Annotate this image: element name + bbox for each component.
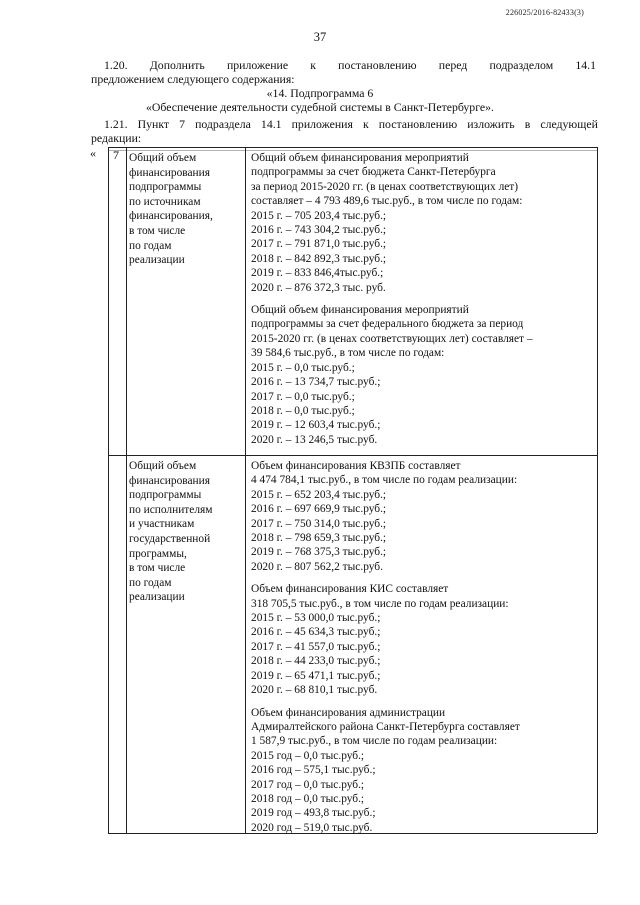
- text-line: Объем финансирования администрации: [251, 706, 446, 719]
- open-quote: «: [90, 146, 96, 160]
- text-line: 2017 г. – 791 871,0 тыс.руб.;: [251, 238, 387, 251]
- text-line: 2018 г. – 44 233,0 тыс.руб.;: [251, 655, 381, 668]
- text-line: государственной: [129, 532, 211, 545]
- table-left-border: [108, 147, 109, 833]
- row1-right-cell: [251, 151, 595, 447]
- text-line: 2018 г. – 842 892,3 тыс.руб.;: [251, 252, 387, 265]
- text-line: Общий объем: [129, 460, 197, 472]
- text-word: подраздела: [195, 117, 251, 131]
- text-line: 2020 год – 519,0 тыс.руб.: [251, 821, 373, 834]
- text-line: 2018 г. – 798 659,3 тыс.руб.;: [251, 532, 387, 545]
- text-line: по годам: [129, 576, 172, 589]
- text-word: следующей: [540, 117, 598, 131]
- row-number: 7: [113, 148, 119, 162]
- subprogram-title: «Обеспечение деятельности судебной системы в Санкт-Петербурге».: [146, 100, 494, 114]
- text-line: Общий объем финансирования мероприятий: [251, 304, 469, 317]
- text-line: 2017 г. – 41 557,0 тыс.руб.;: [251, 640, 381, 653]
- row1-right-block2: [251, 303, 595, 447]
- row2-right-cell: [251, 459, 595, 835]
- table-top-border: [108, 147, 597, 148]
- text-line: 1 587,9 тыс.руб., в том числе по годам реализации:: [251, 735, 498, 748]
- text-word: приложения: [291, 117, 353, 131]
- text-word: 1.21.: [104, 117, 128, 131]
- text-line: подпрограммы: [129, 181, 202, 194]
- text-line: 318 705,5 тыс.руб., в том числе по годам реализации:: [251, 597, 509, 610]
- text-line: 2020 г. – 13 246,5 тыс.руб.: [251, 433, 378, 446]
- subprogram-heading: «14. Подпрограмма 6: [266, 86, 374, 100]
- text-line: 2020 г. – 68 810,1 тыс.руб.: [251, 684, 378, 697]
- text-line: Объем финансирования КВЗПБ составляет: [251, 460, 461, 472]
- text-word: 1.20.: [104, 58, 128, 72]
- text-word: изложить: [467, 117, 515, 131]
- row1-left-cell: [129, 151, 241, 268]
- item-1-21-line2: редакции:: [91, 131, 142, 145]
- table-number-column-border: [126, 147, 127, 833]
- text-line: 2015 г. – 53 000,0 тыс.руб.;: [251, 612, 381, 625]
- text-line: 2019 год – 493,8 тыс.руб.;: [251, 807, 376, 820]
- text-line: и участникам: [129, 518, 195, 531]
- text-line: 2018 год – 0,0 тыс.руб.;: [251, 792, 365, 805]
- text-line: 2020 г. – 807 562,2 тыс.руб.: [251, 560, 383, 573]
- text-line: в том числе: [129, 224, 186, 237]
- text-line: 2017 г. – 0,0 тыс.руб.;: [251, 390, 355, 403]
- text-word: постановлению: [378, 117, 458, 131]
- text-line: финансирования: [129, 474, 210, 487]
- table-middle-border: [245, 147, 246, 833]
- text-word: в: [524, 117, 531, 131]
- text-line: 2019 г. – 833 846,4тыс.руб.;: [251, 267, 384, 280]
- text-line: по источникам: [129, 195, 201, 208]
- text-line: по исполнителям: [129, 503, 213, 516]
- text-line: 2019 г. – 12 603,4 тыс.руб.;: [251, 419, 381, 432]
- text-line: 2018 г. – 0,0 тыс.руб.;: [251, 404, 355, 417]
- text-line: 39 584,6 тыс.руб., в том числе по годам:: [251, 347, 445, 360]
- text-line: финансирования: [129, 166, 210, 179]
- text-line: 2015 г. – 705 203,4 тыс.руб.;: [251, 209, 387, 222]
- document-number: 226025/2016-82433(3): [505, 8, 584, 17]
- row1-right-block1: [251, 151, 595, 295]
- row2-left-cell: [129, 459, 241, 605]
- text-line: 2015 г. – 652 203,4 тыс.руб.;: [251, 488, 387, 501]
- text-word: подразделом: [489, 58, 554, 72]
- text-line: финансирования,: [129, 210, 213, 223]
- text-line: 2015 год – 0,0 тыс.руб.;: [251, 749, 365, 762]
- text-line: 2016 г. – 45 634,3 тыс.руб.;: [251, 626, 381, 639]
- text-word: приложение: [226, 58, 289, 72]
- row2-right-block2: [251, 582, 595, 697]
- text-word: постановлению: [338, 58, 417, 72]
- text-line: 2020 г. – 876 372,3 тыс. руб.: [251, 281, 386, 294]
- text-line: 2019 г. – 768 375,3 тыс.руб.;: [251, 546, 387, 559]
- text-line: 4 474 784,1 тыс.руб., в том числе по годам реализации:: [251, 474, 518, 487]
- text-line: Общий объем финансирования мероприятий: [251, 152, 469, 164]
- text-word: 14.1: [575, 58, 596, 72]
- page-number: 37: [313, 30, 327, 44]
- text-line: реализации: [129, 591, 185, 604]
- text-word: Дополнить: [149, 58, 205, 72]
- text-line: 2017 г. – 750 314,0 тыс.руб.;: [251, 517, 387, 530]
- text-word: перед: [438, 58, 468, 72]
- text-line: 2016 г. – 743 304,2 тыс.руб.;: [251, 224, 387, 237]
- item-1-20-line2: предложением следующего содержания:: [91, 72, 295, 86]
- row2-right-block3: [251, 706, 595, 836]
- text-line: реализации: [129, 254, 185, 267]
- text-word: к: [310, 58, 316, 72]
- text-line: в том числе: [129, 562, 186, 575]
- row2-right-block1: [251, 459, 595, 574]
- table-right-border: [597, 147, 598, 833]
- text-line: 2015 г. – 0,0 тыс.руб.;: [251, 361, 355, 374]
- text-line: составляет – 4 793 489,6 тыс.руб., в том числе по годам:: [251, 195, 523, 208]
- item-1-20-line1: [104, 58, 596, 72]
- item-1-21-line1: [104, 117, 598, 131]
- text-line: 2016 год – 575,1 тыс.руб.;: [251, 764, 376, 777]
- text-word: 7: [179, 117, 186, 131]
- text-line: Адмиралтейского района Санкт-Петербурга составляет: [251, 720, 520, 733]
- text-line: 2019 г. – 65 471,1 тыс.руб.;: [251, 669, 381, 682]
- text-line: программы,: [129, 547, 187, 560]
- text-line: 2016 г. – 697 669,9 тыс.руб.;: [251, 503, 387, 516]
- text-line: 2017 год – 0,0 тыс.руб.;: [251, 778, 365, 791]
- text-word: к: [362, 117, 369, 131]
- text-line: по годам: [129, 239, 172, 252]
- text-line: за период 2015-2020 гг. (в ценах соответствующих лет): [251, 180, 519, 193]
- text-line: Объем финансирования КИС составляет: [251, 583, 449, 596]
- text-line: 2016 г. – 13 734,7 тыс.руб.;: [251, 376, 381, 389]
- table-row-divider: [108, 455, 597, 456]
- text-line: Общий объем: [129, 152, 197, 164]
- text-line: подпрограммы за счет бюджета Санкт-Петербурга: [251, 166, 496, 179]
- text-line: подпрограммы: [129, 489, 202, 502]
- text-line: 2015-2020 гг. (в ценах соответствующих лет) составляет –: [251, 332, 533, 345]
- text-word: 14.1: [260, 117, 282, 131]
- text-line: подпрограммы за счет федерального бюджета за период: [251, 318, 524, 331]
- text-word: Пункт: [137, 117, 170, 131]
